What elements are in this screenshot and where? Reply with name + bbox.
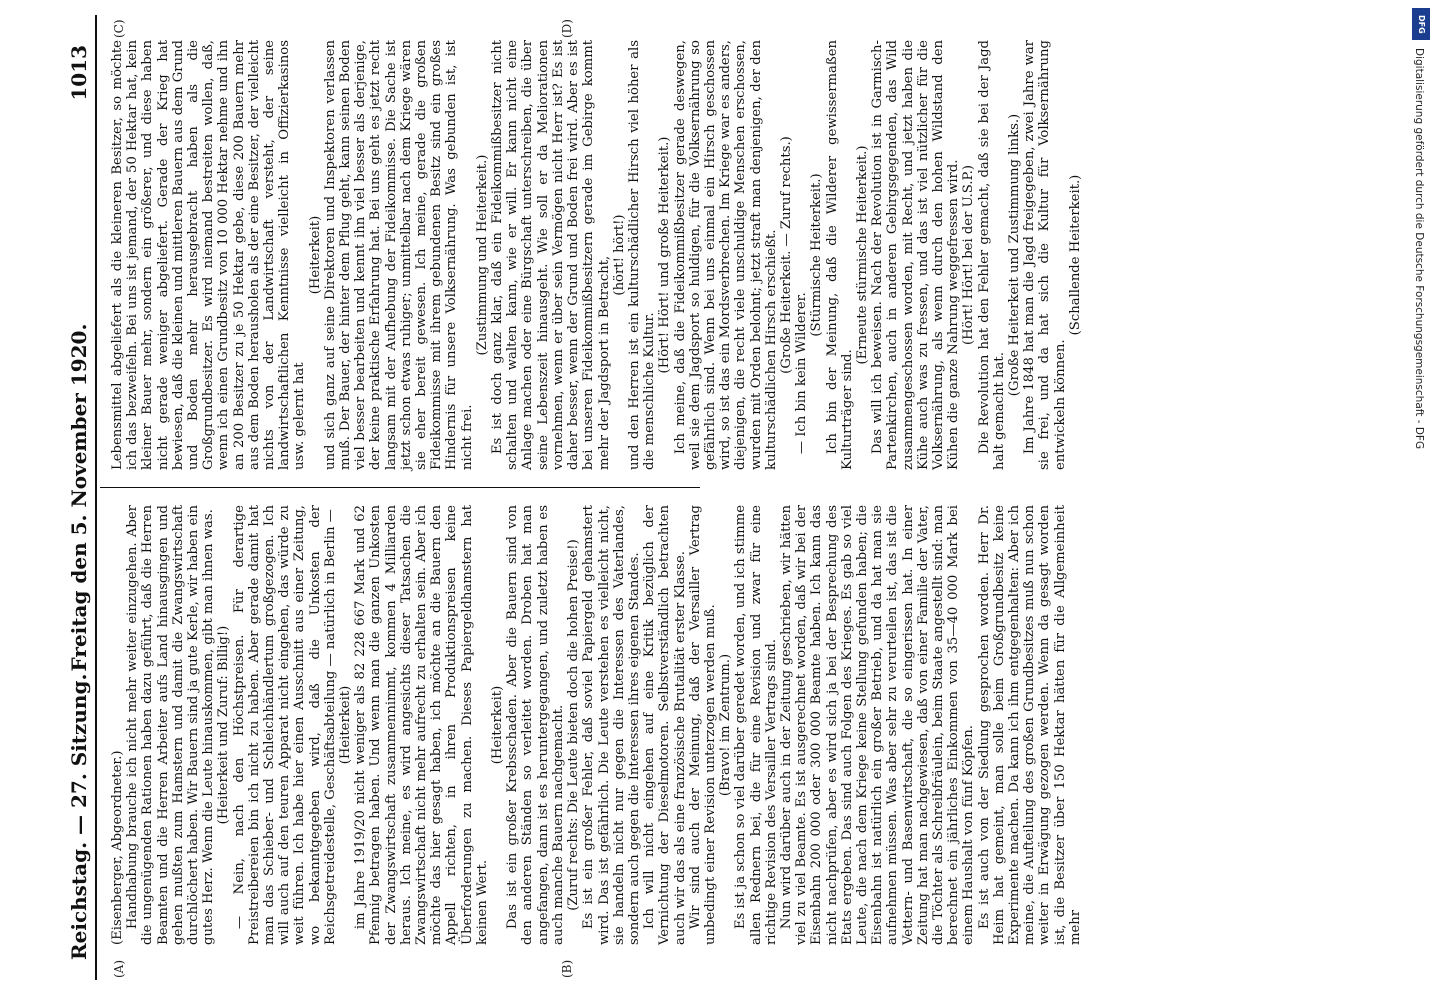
paragraph: Wir sind auch der Meinung, daß der Versailler Vertrag unbedingt einer Revision unterzogen werden muß. <box>687 505 718 945</box>
paragraph: — Nein, nach den Höchstpreisen. Für derartige Preistreibereien bin ich nicht zu haben. Aber gerade damit hat man das Schieber- und Schleichhändlertum großgezogen. Ich will auch auf den teuren Apparat nicht eingehen, das würde zu weit führen. Ich habe hier einen Ausschnitt aus einer Zeitung, wo bekanntgegeben wird, daß die Unkosten der Reichsgetreidestelle, Geschäftsabteilung — natürlich in Berlin — <box>231 505 338 945</box>
paragraph: Handhabung brauche ich nicht mehr weiter einzugehen. Aber die ungenügenden Rationen haben dazu geführt, daß die Herren Beamten und die Herren Arbeiter aufs Land hinausgingen und gehen mußten zum Hamstern und damit die Zwangswirtschaft durchlöchert haben. Wir Bauern sind ja gute Kerle, wir haben ein gutes Herz. Wenn die Leute hinauskommen, gibt man ihnen was. <box>125 505 217 945</box>
interjection: (hört! hört!) <box>611 214 627 296</box>
page-header <box>55 15 97 980</box>
margin-mark-b: (B) <box>560 959 574 978</box>
paragraph: Es ist ein großer Fehler, daß soviel Papiergeld gehamstert wird. Das ist gefährlich. Die Leute verstehen es vielleicht nicht, sie handeln nicht nur gegen die Interessen des Vaterlandes, sondern auch gegen die Interessen ihres eigenen Standes. <box>581 505 642 945</box>
paragraph: Lebensmittel abgeliefert als die kleineren Besitzer, so möchte ich das bezweifeln. Bei uns ist jemand, der 50 Hektar hat, kein kleiner Bauer mehr, sondern ein größerer, und diese haben nicht gerade weniger abgeliefert. Gerade der Krieg hat bewiesen, daß die kleinen und mittleren Bauern aus dem Grund und Boden mehr herausgebracht haben als die Großgrundbesitzer. Es wird niemand bestreiten wollen, daß, wenn ich einen Grundbesitz von 10 000 Hektar nehme und ihn an 200 Besitzer zu je 50 Hektar gebe, diese 200 Bauern mehr aus dem Boden herausholen als der eine Besitzer, der vielleicht nichts von der Landwirtschaft versteht, der seine landwirtschaftlichen Kenntnisse vielleicht in Offizierkasinos usw. gelernt hat <box>110 40 308 470</box>
interjection: (Große Heiterkeit. — Zuruf rechts.) <box>778 136 794 374</box>
margin-mark-d: (D) <box>560 19 574 38</box>
margin-mark-a: (A) <box>112 959 126 978</box>
interjection: (Zuruf rechts: Die Leute bieten doch die hohen Preise!) <box>566 539 582 911</box>
interjection: (Hört! Hört! bei der U.S.P.) <box>961 165 977 345</box>
column-divider <box>100 487 700 488</box>
interjection: (Heiterkeit) <box>490 685 506 765</box>
paragraph: — Ich bin kein Wilderer. <box>794 292 810 455</box>
interjection: (Hört! Hört! und große Heiterkeit.) <box>657 136 673 374</box>
header-center: Freitag den 5. November 1920. <box>67 323 91 672</box>
interjection: (Heiterkeit) <box>338 685 354 765</box>
interjection: (Erneute stürmische Heiterkeit.) <box>854 145 870 365</box>
interjection: (Große Heiterkeit und Zustimmung links.) <box>1006 113 1022 397</box>
paragraph: (Eisenberger, Abgeordneter.) <box>110 750 125 945</box>
right-column <box>110 40 1083 470</box>
interjection: (Heiterkeit) <box>307 215 323 295</box>
header-left: Reichstag. — 27. Sitzung. <box>67 673 91 960</box>
interjection: (Stürmische Heiterkeit.) <box>809 173 825 337</box>
paragraph: Die Revolution hat den Fehler gemacht, daß sie bei der Jagd halt gemacht hat. <box>976 40 1007 470</box>
digitization-stamp <box>1407 8 1431 968</box>
paragraph: Im Jahre 1848 hat man die Jagd freigegeben, zwei Jahre war sie frei, und da hat sich die Kultur für Volksernährung entwickeln können. <box>1022 40 1068 470</box>
stamp-text: Digitalisierung gefördert durch die Deutsche Forschungsgemeinschaft - DFG <box>1413 48 1425 450</box>
paragraph: Ich bin der Meinung, daß die Wilderer gewissermaßen Kulturträger sind. <box>824 40 855 470</box>
interjection: (Bravo! im Zentrum.) <box>718 653 734 797</box>
paragraph: und den Herren ist ein kulturschädlicher Hirsch viel höher als die menschliche Kultur. <box>626 40 658 470</box>
paragraph: Es ist doch ganz klar, daß ein Fideikommißbesitzer nicht schalten und walten kann, wie er will. Er kann nicht eine Anlage machen oder eine Bürgschaft unterschreiben, die über seine Lebenszeit hinausgeht. Wie soll er da Meliorationen vornehmen, wenn er über sein Vermögen nicht Herr ist? Es ist daher besser, wenn der Grund und Boden frei wird. Aber es ist bei unseren Fideikommißbesitzern gerade im Gebirge kommt mehr der Jagdsport in Betracht, <box>490 40 612 470</box>
paragraph: Das ist ein großer Krebsschaden. Aber die Bauern sind von den anderen Ständen so verleitet worden. Droben hat man angefangen, dann ist es heruntergegangen, und zuletzt haben es auch manche Bauern nachgemacht. <box>505 505 566 945</box>
page-number: 1013 <box>67 45 91 101</box>
paragraph: Es ist ja schon so viel darüber geredet worden, und ich stimme allen Rednern bei, die für eine Revision und zwar für eine richtige Revision des Versailler Vertrags sind. <box>733 505 779 945</box>
paragraph: und sich ganz auf seine Direktoren und Inspektoren verlassen muß. Der Bauer, der hinter dem Pflug geht, kann seinen Boden viel besser bearbeiten und kennt ihn viel besser als derjenige, der keine praktische Erfahrung hat. Bei uns geht es jetzt recht langsam mit der Aufhebung der Fideikommisse. Die Sache ist jetzt schon etwas ruhiger; unmittelbar nach dem Kriege wären sie eher bereit gewesen. Ich meine, gerade die großen Fideikommisse mit ihrem gebundenen Besitz sind ein großes Hindernis für unsere Volksernährung. Was gebunden ist, ist nicht frei. <box>322 40 475 470</box>
margin-mark-c: (C) <box>112 19 126 38</box>
paragraph: Ich meine, daß die Fideikommißbesitzer gerade deswegen, weil sie dem Jagdsport so huldigen, für die Volksernährung so gefährlich sind. Wenn bei uns einmal ein Hirsch geschossen wird, so ist das ein Mordsverbrechen. Im Kriege war es anders, diejenigen, die recht viele unschuldige Menschen erschossen, wurden mit Orden belohnt; jetzt straft man denjenigen, der den kulturschädlichen Hirsch erschießt. <box>672 40 779 470</box>
interjection: (Heiterkeit und Zuruf: Billig!) <box>216 625 232 825</box>
interjection: (Schallende Heiterkeit.) <box>1067 174 1083 336</box>
paragraph: Nun wird darüber auch in der Zeitung geschrieben, wir hätten viel zu viel Beamte. Es ist ausgerechnet worden, daß wir bei der Eisenbahn 200 000 oder 300 000 Beamte haben. Ich kann das nicht nachprüfen, aber es wird sich ja bei der Besprechung des Etats ergeben. Das sind auch Folgen des Krieges. Es gab so viel Leute, die nach dem Kriege keine Stellung gefunden haben; die Eisenbahn ist natürlich ein großer Betrieb, und da hat man sie aufnehmen müssen. Was aber sehr zu verurteilen ist, das ist die Vettern- und Basenwirtschaft, die so eingerissen hat. In einer Zeitung hat man nachgewiesen, daß von einer Familie der Vater, die Töchter als Schreibfräulein, beim Staate angestellt sind: man berechnet ein jährliches Einkommen von 35—40 000 Mark bei einem Haushalt von fünf Köpfen. <box>778 505 977 945</box>
paragraph: Das will ich beweisen. Nach der Revolution ist in Garmisch-Partenkirchen, auch in anderen Gebirgsgegenden, das Wild zusammengeschossen worden, mit Recht, und jetzt haben die Kühe auch was zu fressen, und das ist viel nützlicher für die Volksernährung, als wenn durch den hohen Wildstand den Kühen die ganze Nahrung weggefressen wird. <box>870 40 962 470</box>
interjection: (Zustimmung und Heiterkeit.) <box>474 154 490 356</box>
left-column <box>110 505 1083 945</box>
paragraph: Ich will nicht eingehen auf eine Kritik bezüglich der Vernichtung der Dieselmotoren. Selbstverständlich betrachten auch wir das als eine französische Brutalität erster Klasse. <box>642 505 688 945</box>
paragraph: Es ist auch von der Siedlung gesprochen worden. Herr Dr. Heim hat gemeint, man solle beim Großgrundbesitz keine Experimente machen. Da kann ich ihm entgegenhalten: Aber ich meine, die Aufteilung des großen Grundbesitzes muß nun schon weiter in Erwägung gezogen werden. Wenn da gesagt worden ist, die Besitzer über 150 Hektar hätten für die Allgemeinheit mehr <box>976 505 1083 945</box>
paragraph: im Jahre 1919/20 nicht weniger als 82 228 667 Mark und 62 Pfennig betragen haben. Und wenn man die ganzen Unkosten der Zwangswirtschaft zusammennimmt, kommen 4 Milliarden heraus. Ich meine, es wird angesichts dieser Tatsachen die Zwangswirtschaft nicht mehr aufrecht zu erhalten sein. Aber ich möchte das hier gesagt haben, ich möchte an die Bauern den Appell richten, in ihren Produktionspreisen keine Überforderungen zu machen. Dieses Papiergeldhamstern hat keinen Wert. <box>353 505 490 945</box>
dfg-logo: DFG <box>1412 8 1430 40</box>
